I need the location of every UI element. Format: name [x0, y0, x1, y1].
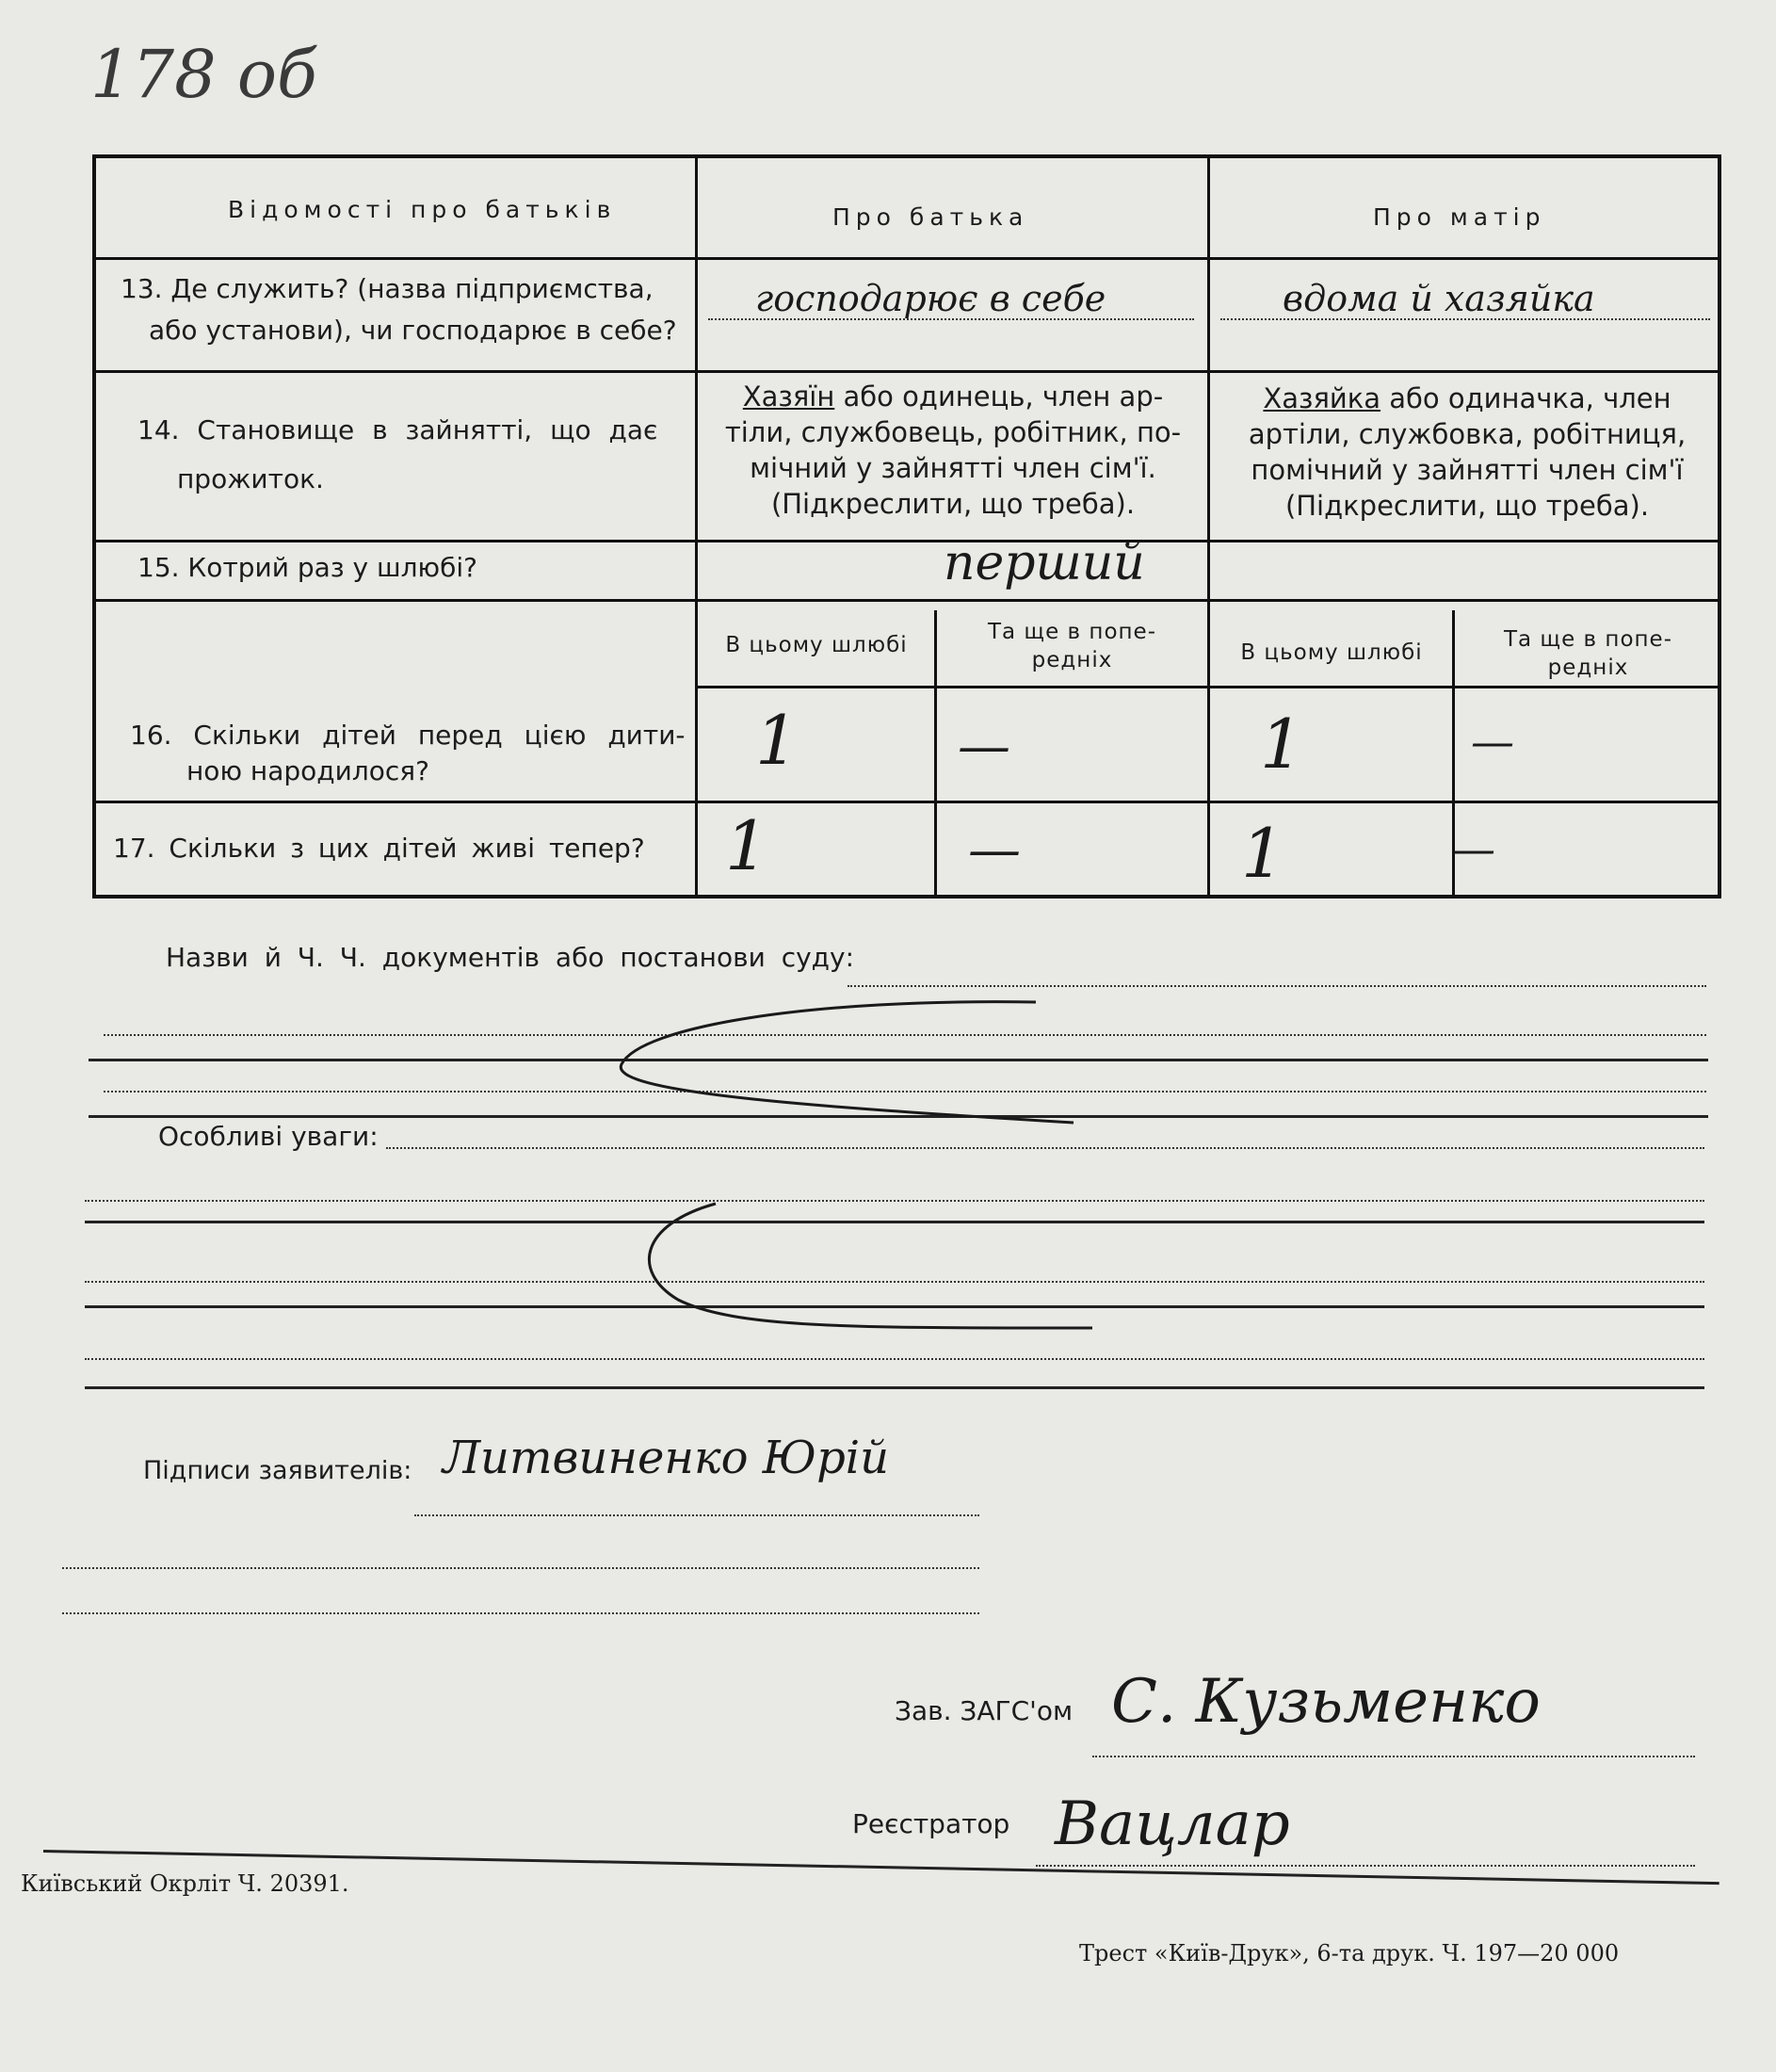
signatures-label: Підписи заявителів:: [143, 1456, 412, 1485]
q17-label: 17. Скільки з цих дітей живі тепер?: [113, 833, 645, 864]
zags-line: [1092, 1756, 1695, 1757]
applicant-signature: Литвиненко Юрій: [443, 1432, 890, 1484]
q14-label-line2: прожиток.: [177, 463, 324, 494]
q14-mother-options: Хазяйка або одиначка, член артіли, службовка, робітниця, помічний у зайнятті член сім'ї (Підкреслити, що треба).: [1248, 382, 1687, 522]
registrar-signature: Вацлар: [1055, 1789, 1290, 1859]
registrar-label: Реєстратор: [852, 1808, 1010, 1839]
q15-answer: перший: [944, 535, 1145, 591]
header-parents-info: Відомості про батьків: [228, 196, 617, 223]
footer-printer-right: Трест «Київ-Друк», 6-та друк. Ч. 197—20 000: [1079, 1940, 1620, 1967]
q17-mother-this: 1: [1241, 814, 1284, 893]
q16-label-line2: ною народилося?: [186, 755, 429, 786]
q16-mother-prev: —: [1471, 716, 1514, 767]
documents-label: Назви й Ч. Ч. документів або постанови суду:: [166, 942, 855, 973]
q15-label: 15. Котрий раз у шлюбі?: [137, 552, 478, 583]
zags-signature: С. Кузьменко: [1111, 1667, 1541, 1737]
q16-mother-this: 1: [1260, 704, 1303, 784]
q16-father-this: 1: [755, 701, 799, 780]
registrar-line: [1036, 1865, 1695, 1867]
q16-label-line1: 16. Скільки дітей перед цією дити-: [130, 720, 686, 751]
subheader-mother-previous: Та ще в попе- редніх: [1503, 627, 1673, 680]
mother-option-owner: Хазяйка: [1263, 382, 1381, 414]
q17-father-this: 1: [725, 806, 768, 885]
signatures-line-3: [62, 1612, 979, 1614]
q13-father-answer: господарює в себе: [755, 278, 1106, 319]
father-option-owner: Хазяїн: [742, 380, 835, 413]
subheader-father-this-marriage: В цьому шлюбі: [725, 633, 908, 657]
signatures-line-2: [62, 1567, 979, 1569]
signatures-line-1: [414, 1514, 979, 1516]
remarks-label: Особливі уваги:: [158, 1121, 379, 1152]
q16-father-prev: —: [958, 716, 1010, 777]
subheader-father-previous: Та ще в попе- редніх: [987, 620, 1157, 672]
archive-number: 178 об: [90, 36, 317, 113]
q13-label-line1: 13. Де служить? (назва підприємства,: [121, 273, 654, 304]
header-father: Про батька: [832, 203, 1029, 231]
subheader-mother-this-marriage: В цьому шлюбі: [1240, 640, 1423, 665]
q13-mother-answer: вдома й хазяйка: [1283, 278, 1595, 319]
header-mother: Про матір: [1373, 203, 1546, 231]
q13-label-line2: або установи), чи господарює в себе?: [149, 315, 677, 346]
q14-father-options: Хазяїн або одинець, член ар- тіли, службовець, робітник, по- мічний у зайнятті член сім'ї. (Підкреслити, що треба).: [724, 380, 1182, 520]
q14-label-line1: 14. Становище в зайнятті, що дає: [137, 414, 658, 445]
q17-mother-prev: —: [1452, 823, 1495, 874]
zags-label: Зав. ЗАГС'ом: [895, 1695, 1074, 1726]
q17-father-prev: —: [968, 819, 1021, 881]
footer-printer-left: Київський Окрліт Ч. 20391.: [21, 1870, 349, 1897]
